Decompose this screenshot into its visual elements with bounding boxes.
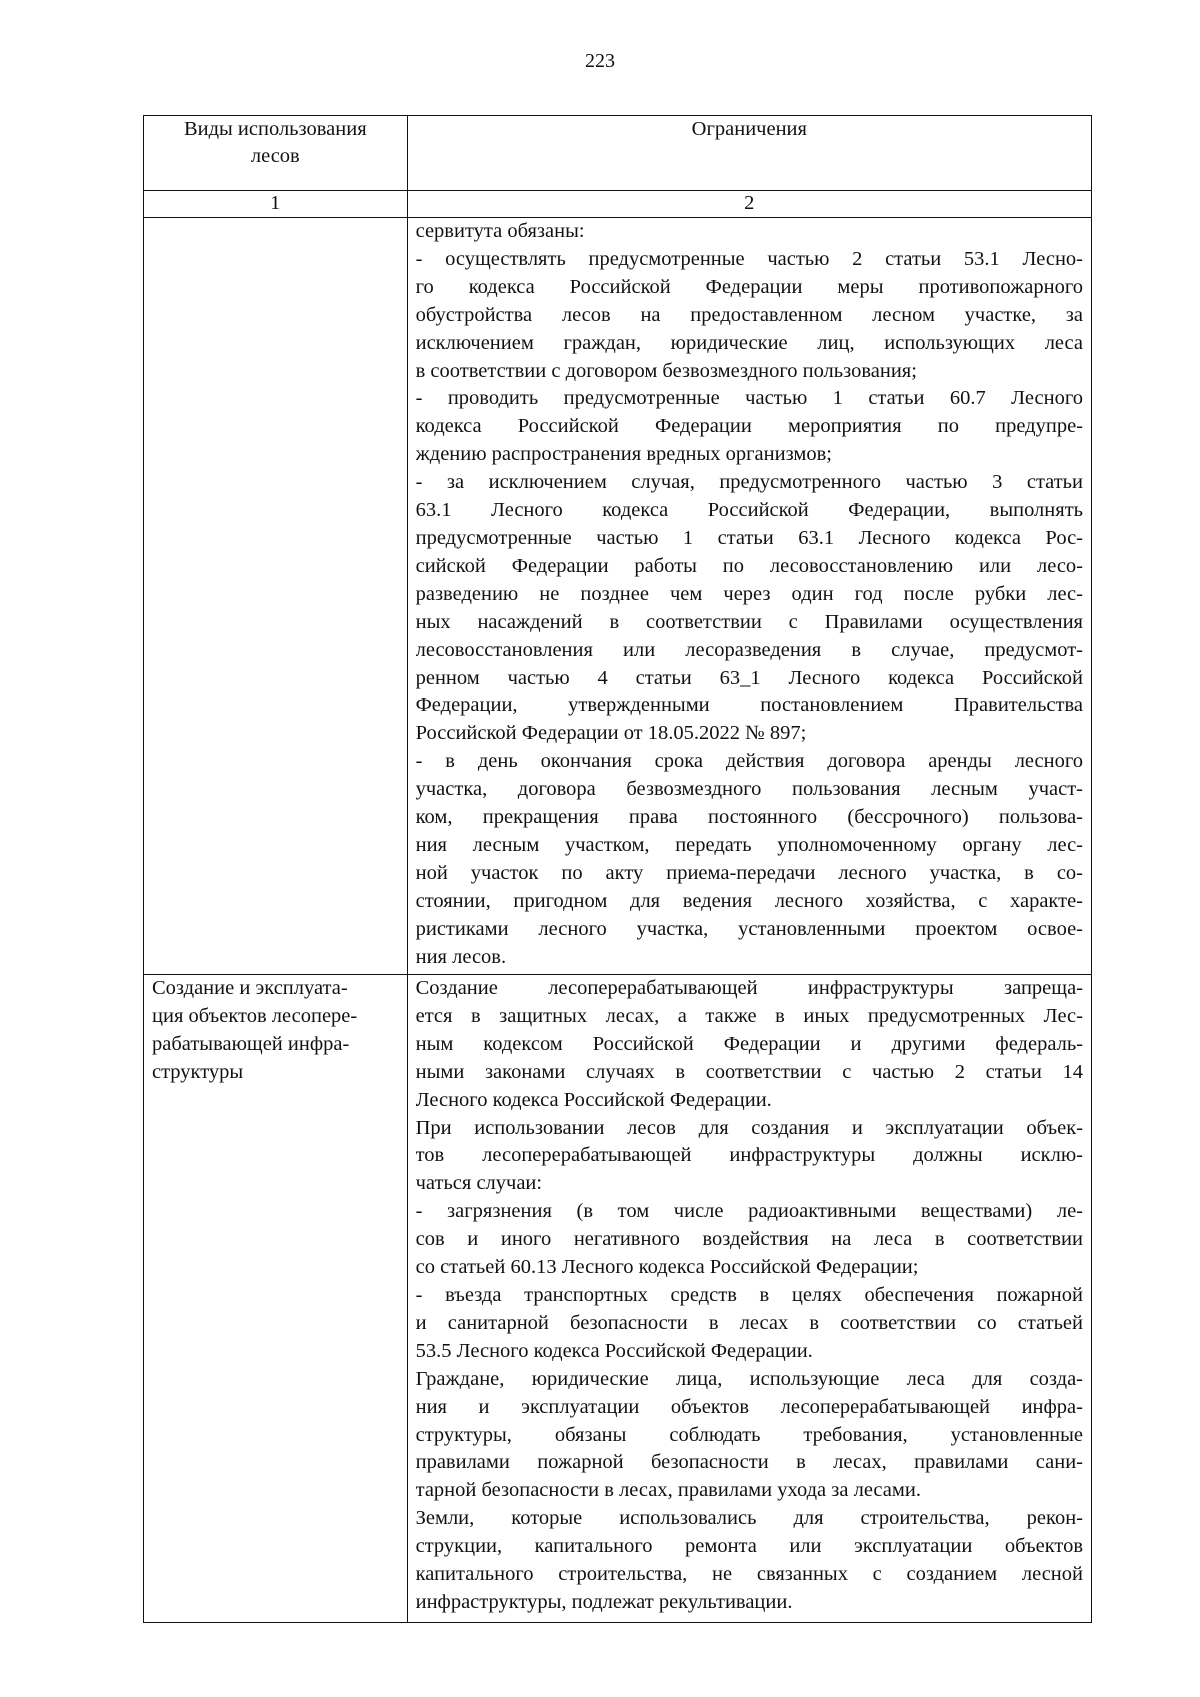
column-number-row (144, 191, 1092, 218)
restriction-text-line: тарной безопасности в лесах, правилами ухода за лесами. (415, 1479, 921, 1502)
restriction-text-line: сервитута обязаны: (415, 220, 585, 242)
column-number-1: 1 (144, 191, 408, 218)
restriction-text-line: го кодекса Российской Федерации меры противопожарного (415, 275, 1083, 298)
restriction-text-line: чаться случаи: (415, 1172, 543, 1195)
restriction-text-line: ния лесов. (415, 945, 507, 968)
restriction-text-line: - проводить предусмотренные частью 1 статьи 60.7 Лесного (415, 387, 1083, 410)
restriction-text-line: кодекса Российской Федерации мероприятия по предупре- (415, 415, 1083, 438)
restriction-text-line: ной участок по акту приема-передачи лесного участка, в со- (415, 861, 1083, 884)
header-col1-line: лесов (250, 145, 300, 167)
restriction-text-line: разведению не позднее чем через один год после рубки лес- (415, 582, 1083, 605)
page-number: 223 (585, 50, 615, 72)
restrictions-table (143, 115, 1092, 1623)
restriction-text-line: - въезда транспортных средств в целях обеспечения пожарной (415, 1283, 1083, 1306)
restriction-text-line: ется в защитных лесах, а также в иных предусмотренных Лес- (415, 1004, 1083, 1027)
restriction-text-line: в соответствии с договором безвозмездного пользования; (415, 359, 917, 382)
restriction-text-line: Создание лесоперерабатывающей инфраструктуры запреща- (415, 977, 1083, 999)
restriction-text-line: ждению распространения вредных организмов; (415, 443, 832, 466)
restriction-text-line: Лесного кодекса Российской Федерации. (415, 1088, 772, 1111)
restriction-text-line: ния лесным участком, передать уполномоченному органу лес- (415, 833, 1083, 856)
restriction-text-line: участка, договора безвозмездного пользования лесным участ- (415, 778, 1083, 801)
restriction-text-line: - осуществлять предусмотренные частью 2 статьи 53.1 Лесно- (415, 247, 1083, 270)
restriction-text-line: структуры, обязаны соблюдать требования, установленные (415, 1423, 1083, 1446)
header-forest-use-types (144, 116, 408, 191)
restriction-text-line: ристиками лесного участка, установленными проектом освое- (415, 917, 1083, 940)
restrictions-cell (407, 218, 1091, 975)
restriction-text-line: тов лесоперерабатывающей инфраструктуры должны исклю- (415, 1144, 1083, 1167)
restriction-text-line: - загрязнения (в том числе радиоактивными веществами) ле- (415, 1200, 1083, 1223)
restriction-text-line: ния и эксплуатации объектов лесоперерабатывающей инфра- (415, 1395, 1083, 1418)
restriction-text-line: инфраструктуры, подлежат рекультивации. (415, 1590, 793, 1613)
restriction-text-line: сийской Федерации работы по лесовосстановлению или лесо- (415, 554, 1083, 577)
restriction-text-line: ными законами случаях в соответствии с частью 2 статьи 14 (415, 1060, 1083, 1083)
restriction-text-line: стоянии, пригодном для ведения лесного хозяйства, с характе- (415, 889, 1083, 912)
table-row (144, 218, 1092, 975)
restriction-text-line: правилами пожарной безопасности в лесах, правилами сани- (415, 1451, 1083, 1474)
restriction-text-line: капитального строительства, не связанных с созданием лесной (415, 1563, 1083, 1586)
restrictions-cell (407, 975, 1091, 1623)
restriction-text-line: со статьей 60.13 Лесного кодекса Российской Федерации; (415, 1256, 919, 1279)
restriction-text-line: и санитарной безопасности в лесах в соответствии со статьей (415, 1311, 1083, 1334)
restriction-text-line: ных насаждений в соответствии с Правилами осуществления (415, 610, 1083, 633)
restriction-text-line: - в день окончания срока действия договора аренды лесного (415, 750, 1083, 773)
restriction-text-line: предусмотренные частью 1 статьи 63.1 Лесного кодекса Рос- (415, 526, 1083, 549)
restriction-text-line: Федерации, утвержденными постановлением Правительства (415, 694, 1083, 717)
forest-use-type-cell (144, 975, 408, 1623)
column-number-2: 2 (407, 191, 1091, 218)
table-row (144, 975, 1092, 1623)
restriction-text-line: 63.1 Лесного кодекса Российской Федерации, выполнять (415, 499, 1083, 522)
restriction-text-line: струкции, капитального ремонта или эксплуатации объектов (415, 1535, 1083, 1558)
restriction-text-line: - за исключением случая, предусмотренного частью 3 статьи (415, 471, 1083, 494)
restriction-text-line: Российской Федерации от 18.05.2022 № 897; (415, 722, 807, 745)
forest-use-type-line: структуры (152, 1060, 244, 1083)
restriction-text-line: Граждане, юридические лица, использующие леса для созда- (415, 1367, 1083, 1390)
restriction-text-line: ренном частью 4 статьи 63_1 Лесного кодекса Российской (415, 666, 1083, 689)
restriction-text-line: исключением граждан, юридические лиц, использующих леса (415, 331, 1083, 354)
restriction-text-line: лесовосстановления или лесоразведения в случае, предусмот- (415, 638, 1083, 661)
restriction-text-line: 53.5 Лесного кодекса Российской Федерации. (415, 1339, 813, 1362)
restriction-text-line: При использовании лесов для создания и эксплуатации объек- (415, 1116, 1083, 1139)
restriction-text-line: ным кодексом Российской Федерации и другими федераль- (415, 1032, 1083, 1055)
restriction-text-line: сов и иного негативного воздействия на леса в соответствии (415, 1228, 1083, 1251)
table-header-row (144, 116, 1092, 191)
forest-use-type-line: ция объектов лесопере- (152, 1004, 358, 1027)
forest-use-type-cell (144, 218, 408, 975)
header-col1-line: Виды использования (183, 118, 367, 140)
restriction-text-line: обустройства лесов на предоставленном лесном участке, за (415, 303, 1083, 326)
header-restrictions: Ограничения (407, 116, 1091, 191)
forest-use-type-line: рабатывающей инфра- (152, 1032, 350, 1055)
forest-use-type-line: Создание и эксплуата- (152, 977, 348, 999)
restriction-text-line: ком, прекращения права постоянного (бессрочного) пользова- (415, 806, 1083, 829)
restriction-text-line: Земли, которые использовались для строительства, рекон- (415, 1507, 1083, 1530)
